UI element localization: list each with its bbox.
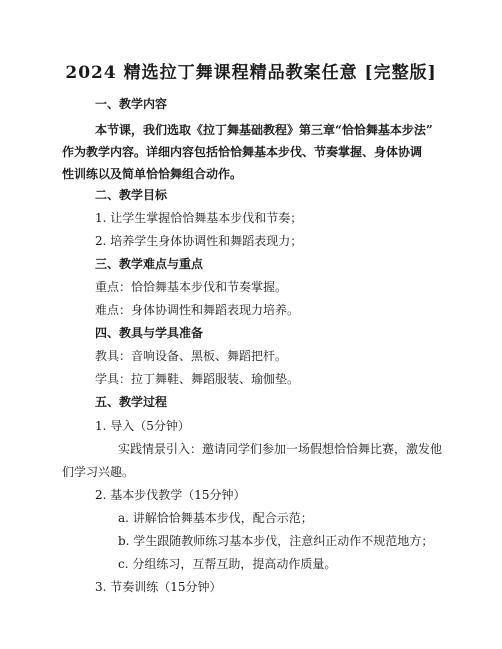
page-title: 2024 精选拉丁舞课程精品教案任意 [完整版]	[65, 63, 437, 83]
paragraph-line: 性训练以及简单恰恰舞组合动作。	[62, 167, 243, 181]
paragraph-line: 作为教学内容。详细内容包括恰恰舞基本步伐、节奏掌握、身体协调	[62, 145, 423, 159]
list-item: c. 分组练习，互帮互助，提高动作质量。	[118, 557, 337, 571]
section-heading-materials: 四、教具与学具准备	[95, 326, 204, 340]
list-item: 难点：身体协调性和舞蹈表现力培养。	[95, 303, 300, 317]
step-title: 3. 节奏训练（15分钟）	[95, 580, 222, 594]
list-item: a. 讲解恰恰舞基本步伐，配合示范；	[118, 511, 313, 525]
list-item: 学具：拉丁舞鞋、舞蹈服装、瑜伽垫。	[95, 372, 300, 386]
list-item: 1. 让学生掌握恰恰舞基本步伐和节奏；	[95, 211, 303, 225]
paragraph-line: 实践情景引入：邀请同学们参加一场假想恰恰舞比赛，激发他	[118, 442, 443, 456]
list-item: 重点：恰恰舞基本步伐和节奏掌握。	[95, 280, 288, 294]
section-heading-content: 一、教学内容	[95, 97, 168, 111]
section-heading-key-points: 三、教学难点与重点	[95, 257, 204, 271]
step-title: 2. 基本步伐教学（15分钟）	[95, 488, 246, 502]
section-heading-objectives: 二、教学目标	[95, 188, 168, 202]
list-item: 教具：音响设备、黑板、舞蹈把杆。	[95, 349, 288, 363]
section-heading-process: 五、教学过程	[95, 395, 168, 409]
list-item: 2. 培养学生身体协调性和舞蹈表现力；	[95, 234, 303, 248]
paragraph-line: 们学习兴趣。	[62, 465, 135, 479]
paragraph-line: 本节课，我们选取《拉丁舞基础教程》第三章“恰恰舞基本步法”	[95, 123, 433, 137]
step-title: 1. 导入（5分钟）	[95, 419, 190, 433]
list-item: b. 学生跟随教师练习基本步伐，注意纠正动作不规范地方；	[118, 534, 434, 548]
